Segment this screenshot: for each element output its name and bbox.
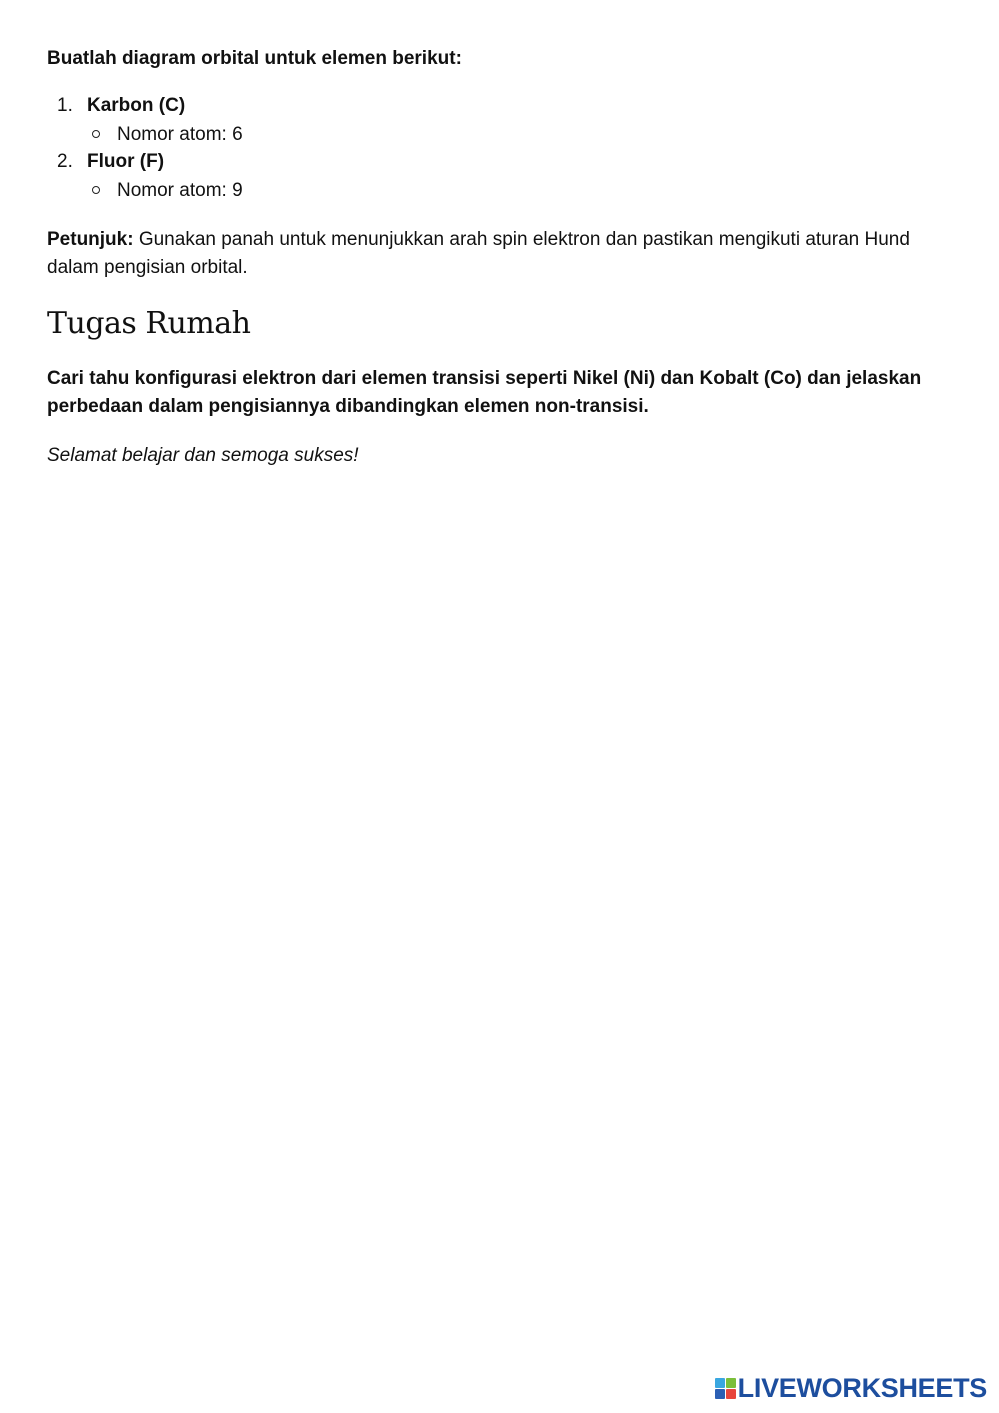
circle-bullet-icon [92, 130, 100, 138]
list-item-carbon [47, 92, 647, 148]
logo-tiles-icon [715, 1378, 736, 1399]
list-number: 1. [57, 95, 73, 116]
element-title: Fluor (F) [87, 151, 165, 172]
element-title: Karbon (C) [87, 95, 186, 116]
logo-tile-i [726, 1378, 736, 1388]
logo-tile-e [726, 1389, 736, 1399]
hint-label: Petunjuk: [47, 229, 134, 250]
hint-text: Gunakan panah untuk menunjukkan arah spin elektron dan pastikan mengikuti aturan Hund dalam pengisian orbital. [47, 229, 910, 278]
element-atomic-number: Nomor atom: 9 [117, 180, 243, 201]
closing-message: Selamat belajar dan semoga sukses! [47, 445, 359, 466]
logo-wordmark: LIVEWORKSHEETS [737, 1372, 987, 1403]
circle-bullet-icon [92, 186, 100, 194]
logo-tile-l [715, 1378, 725, 1388]
list-item-fluor [47, 148, 647, 204]
logo-tile-v [715, 1389, 725, 1399]
element-atomic-number: Nomor atom: 6 [117, 124, 243, 145]
homework-task: Cari tahu konfigurasi elektron dari elemen transisi seperti Nikel (Ni) dan Kobalt (Co) dan jelaskan perbedaan dalam pengisiannya dibandingkan elemen non-transisi. [47, 368, 922, 417]
hint-paragraph [47, 226, 927, 282]
intro-instruction: Buatlah diagram orbital untuk elemen berikut: [47, 48, 462, 69]
liveworksheets-logo[interactable] [715, 1373, 987, 1403]
list-number: 2. [57, 151, 73, 172]
element-list [47, 92, 647, 204]
homework-heading: Tugas Rumah [47, 306, 251, 341]
